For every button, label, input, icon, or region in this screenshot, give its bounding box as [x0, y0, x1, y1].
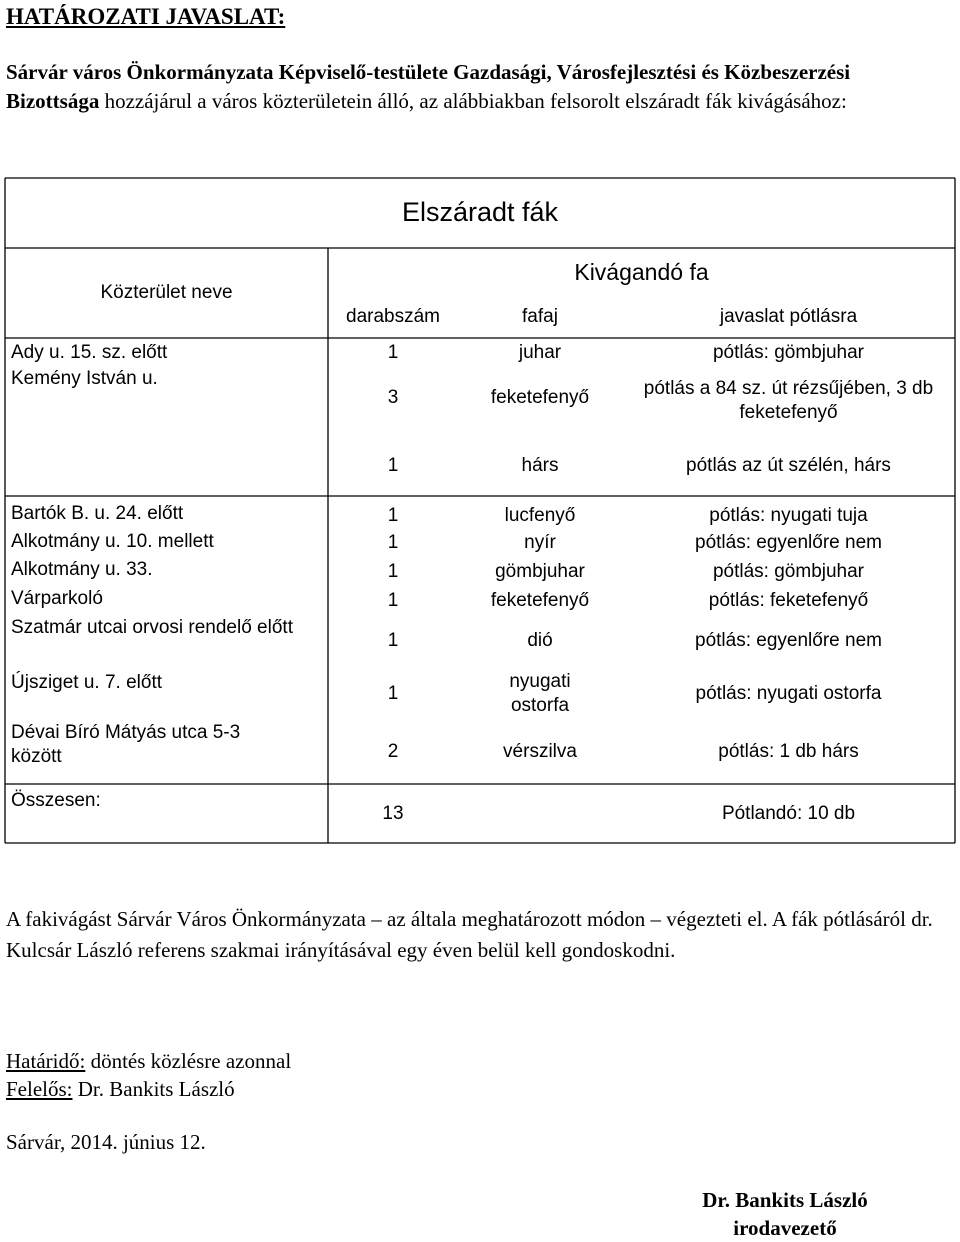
row-9-species: nyugati ostorfa — [509, 671, 571, 716]
row-4-replacement: pótlás: nyugati tuja — [709, 505, 868, 526]
row-10-location: Dévai Bíró Mátyás utca 5-3 között — [11, 722, 241, 767]
responsible-line — [6, 1075, 291, 1103]
deadline-line — [6, 1047, 291, 1075]
row-8-count: 1 — [387, 630, 399, 651]
row-3-count: 1 — [387, 455, 399, 476]
row-5-species: nyír — [524, 532, 556, 553]
intro-rest: hozzájárul a város közterületein álló, az alábbiakban felsorolt elszáradt fák kivágásához: — [99, 89, 847, 113]
row-3-replacement: pótlás az út szélén, hárs — [686, 455, 891, 476]
row-5-location: Alkotmány u. 10. mellett — [11, 531, 214, 552]
row-8-replacement: pótlás: egyenlőre nem — [695, 630, 882, 651]
signer-name: Dr. Bankits László — [702, 1188, 868, 1212]
closing-paragraph: A fakivágást Sárvár Város Önkormányzata – az általa meghatározott módon – végezteti el. A fák pótlásáról dr. Kulcsár László referens szakmai irányításával egy éven belül kell gondoskodni. — [6, 907, 933, 962]
row-5-count: 1 — [387, 532, 399, 553]
row-9-count: 1 — [387, 683, 399, 704]
responsible-label: Felelős: — [6, 1077, 73, 1101]
row-1-species: juhar — [518, 342, 562, 363]
document-heading: HATÁROZATI JAVASLAT: — [6, 4, 286, 29]
total-count: 13 — [382, 803, 404, 824]
row-4-species: lucfenyő — [504, 505, 576, 526]
row-2-count: 3 — [387, 387, 399, 408]
deadline-value: döntés közlésre azonnal — [85, 1049, 292, 1073]
row-1-count: 1 — [387, 342, 399, 363]
header-location: Közterület neve — [100, 282, 233, 303]
row-8-species: dió — [527, 630, 553, 651]
row-6-species: gömbjuhar — [495, 561, 585, 582]
header-replacement: javaslat pótlásra — [719, 306, 858, 327]
row-10-species: vérszilva — [503, 741, 577, 762]
row-2-species: feketefenyő — [490, 387, 590, 408]
row-6-count: 1 — [387, 561, 399, 582]
header-species: fafaj — [522, 306, 558, 327]
row-6-location: Alkotmány u. 33. — [11, 559, 153, 580]
row-7-species: feketefenyő — [490, 590, 590, 611]
table-title: Elszáradt fák — [401, 197, 559, 227]
row-7-location: Várparkoló — [11, 588, 103, 609]
row-8-location: Szatmár utcai orvosi rendelő előtt — [11, 617, 293, 638]
header-count: darabszám — [346, 306, 440, 327]
responsible-value: Dr. Bankits László — [72, 1077, 235, 1101]
deadline-label: Határidő: — [6, 1049, 86, 1073]
row-2-location: Kemény István u. — [11, 368, 158, 389]
row-9-replacement: pótlás: nyugati ostorfa — [695, 683, 882, 704]
signer-title: irodavezető — [733, 1216, 837, 1240]
total-label: Összesen: — [11, 790, 101, 811]
signature-block — [660, 1186, 910, 1242]
row-1-replacement: pótlás: gömbjuhar — [712, 342, 865, 363]
row-10-replacement: pótlás: 1 db hárs — [718, 741, 859, 762]
row-4-count: 1 — [387, 505, 399, 526]
row-7-count: 1 — [387, 590, 399, 611]
header-group: Kivágandó fa — [574, 259, 709, 285]
total-replacement: Pótlandó: 10 db — [721, 803, 856, 824]
row-4-location: Bartók B. u. 24. előtt — [11, 503, 184, 524]
intro-paragraph — [6, 58, 946, 116]
place-date: Sárvár, 2014. június 12. — [6, 1130, 206, 1154]
row-5-replacement: pótlás: egyenlőre nem — [695, 532, 882, 553]
row-3-species: hárs — [521, 455, 559, 476]
row-9-location: Újsziget u. 7. előtt — [11, 672, 163, 693]
row-7-replacement: pótlás: feketefenyő — [708, 590, 869, 611]
row-10-count: 2 — [387, 741, 399, 762]
row-2-replacement: pótlás a 84 sz. út rézsűjében, 3 db feketefenyő — [643, 378, 934, 423]
row-6-replacement: pótlás: gömbjuhar — [712, 561, 865, 582]
intro-bold: Sárvár város Önkormányzata Képviselő-testülete Gazdasági, Városfejlesztési és Közbeszerzési Bizottsága — [6, 60, 851, 113]
row-1-location: Ady u. 15. sz. előtt — [11, 342, 168, 363]
deadline-block — [6, 1047, 291, 1103]
